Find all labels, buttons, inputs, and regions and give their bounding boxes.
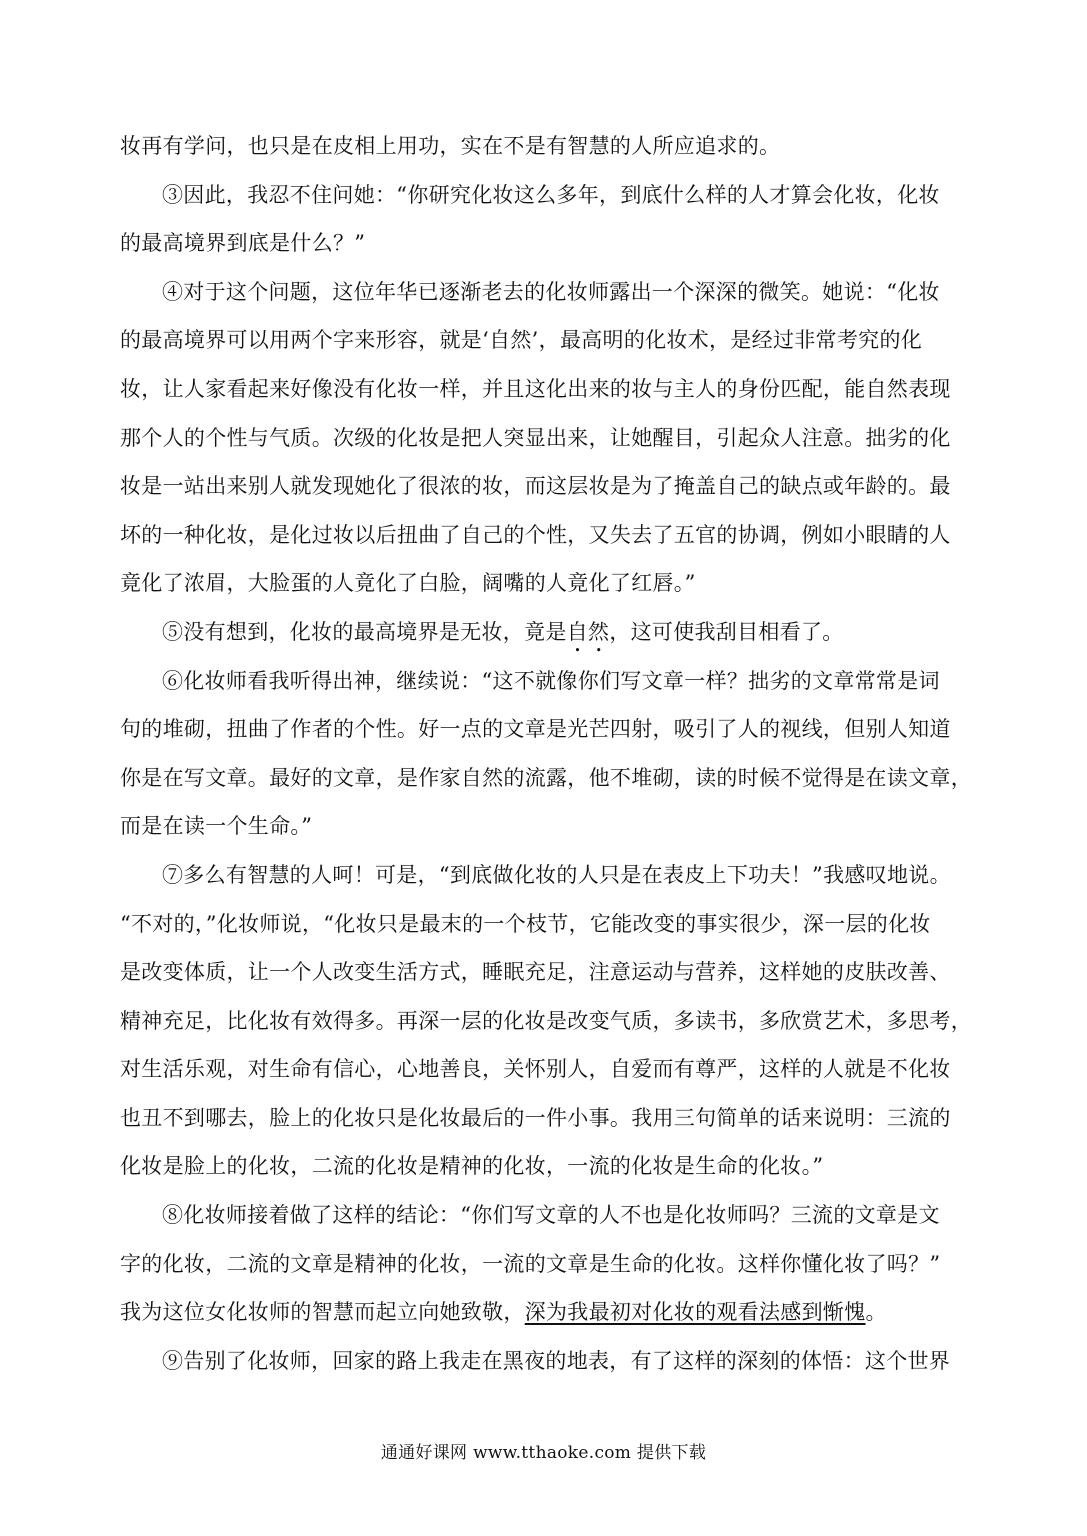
paragraph-6-line: ⑥化妆师看我听得出神，继续说：“这不就像你们写文章一样？拙劣的文章常常是词	[162, 668, 940, 693]
paragraph-3-line: ③因此，我忍不住问她：“你研究化妆这么多年，到底什么样的人才算会化妆，化妆	[162, 182, 940, 207]
text-line: 竟化了浓眉，大脸蛋的人竟化了白脸，阔嘴的人竟化了红唇。”	[120, 571, 696, 596]
text-line	[120, 1288, 970, 1337]
text-line: 对生活乐观，对生命有信心，心地善良，关怀别人，自爱而有尊严，这样的人就是不化妆	[120, 1057, 951, 1082]
paragraph-7-line: ⑦多么有智慧的人呵！可是，“到底做化妆的人只是在表皮上下功夫！”我感叹地说。	[162, 862, 951, 887]
text-line: 妆是一站出来别人就发现她化了很浓的妆，而这层妆是为了掩盖自己的缺点或年龄的。最	[120, 474, 951, 499]
text-line: “不对的，”化妆师说，“化妆只是最末的一个枝节，它能改变的事实很少，深一层的化妆	[120, 911, 931, 936]
text-line: 字的化妆，二流的文章是精神的化妆，一流的文章是生命的化妆。这样你懂化妆了吗？”	[120, 1251, 941, 1276]
paragraph-9-line: ⑨告别了化妆师，回家的路上我走在黑夜的地表，有了这样的深刻的体悟：这个世界	[162, 1348, 951, 1373]
text-segment: ⑤没有想到，化妆的最高境界是无妆，竟是	[162, 619, 567, 644]
text-line: 句的堆砌，扭曲了作者的个性。好一点的文章是光芒四射，吸引了人的视线，但别人知道	[120, 717, 951, 742]
text-line: 是改变体质，让一个人改变生活方式，睡眠充足，注意运动与营养，这样她的皮肤改善、	[120, 960, 951, 985]
page-footer: 通通好课网 www.tthaoke.com 提供下载	[380, 1443, 707, 1463]
paragraph-4-line: ④对于这个问题，这位年华已逐渐老去的化妆师露出一个深深的微笑。她说：“化妆	[162, 279, 940, 304]
text-line: 化妆是脸上的化妆，二流的化妆是精神的化妆，一流的化妆是生命的化妆。”	[120, 1154, 824, 1179]
text-line: 坏的一种化妆，是化过妆以后扭曲了自己的个性，又失去了五官的协调，例如小眼睛的人	[120, 522, 951, 547]
text-line: 的最高境界可以用两个字来形容，就是‘自然’，最高明的化妆术，是经过非常考究的化	[120, 328, 923, 353]
text-line: 妆，让人家看起来好像没有化妆一样，并且这化出来的妆与主人的身份匹配，能自然表现	[120, 376, 951, 401]
paragraph-8-line: ⑧化妆师接着做了这样的结论：“你们写文章的人不也是化妆师吗？三流的文章是文	[162, 1203, 940, 1228]
emphasized-word: 自然	[566, 619, 610, 644]
text-segment: 。	[865, 1300, 887, 1325]
underlined-sentence: 深为我最初对化妆的观看法感到惭愧	[524, 1300, 866, 1325]
text-line: 也丑不到哪去，脸上的化妆只是化妆最后的一件小事。我用三句简单的话来说明：三流的	[120, 1105, 951, 1130]
text-line: 精神充足，比化妆有效得多。再深一层的化妆是改变气质，多读书，多欣赏艺术，多思考，	[120, 1008, 972, 1033]
article-body	[120, 122, 970, 1385]
text-line: 妆再有学问，也只是在皮相上用功，实在不是有智慧的人所应追求的。	[120, 134, 781, 158]
paragraph-5-line	[120, 608, 970, 657]
text-line: 而是在读一个生命。”	[120, 814, 313, 839]
text-line: 你是在写文章。最好的文章，是作家自然的流露，他不堆砌，读的时候不觉得是在读文章，	[120, 765, 972, 790]
text-segment: ，这可使我刮目相看了。	[609, 619, 844, 644]
text-line: 那个人的个性与气质。次级的化妆是把人突显出来，让她醒目，引起众人注意。拙劣的化	[120, 425, 951, 450]
text-segment: 我为这位女化妆师的智慧而起立向她致敬，	[120, 1300, 525, 1325]
text-line: 的最高境界到底是什么？”	[120, 231, 366, 256]
